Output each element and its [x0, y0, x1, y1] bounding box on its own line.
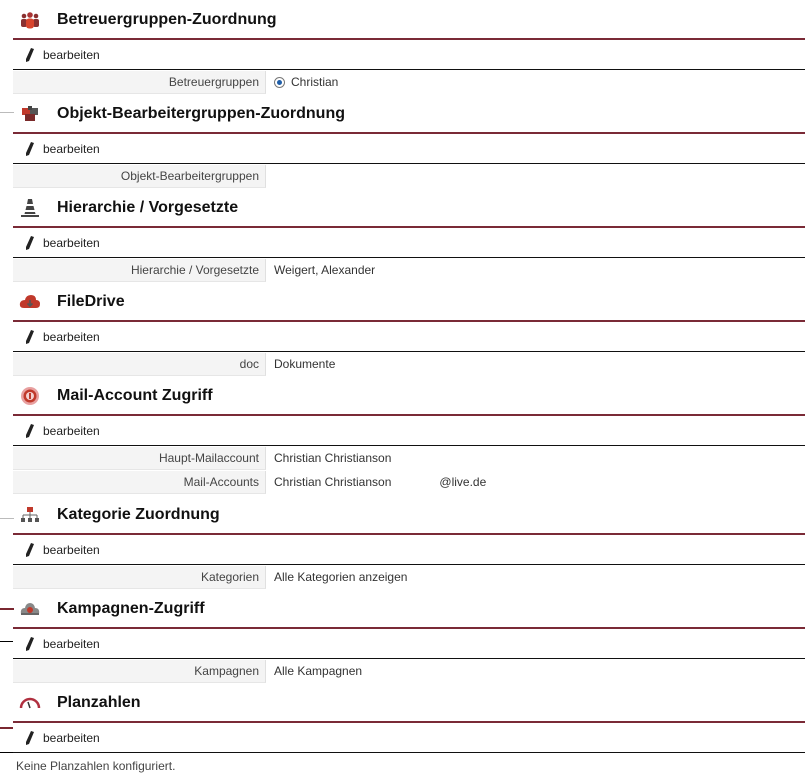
field-value: Christian Christianson	[274, 451, 392, 465]
edit-label[interactable]: bearbeiten	[43, 47, 100, 62]
field-row	[13, 470, 805, 494]
section-header	[13, 497, 805, 535]
field-row	[13, 164, 805, 188]
section-title: Objekt-Bearbeitergruppen-Zuordnung	[57, 105, 345, 122]
side-line	[0, 641, 14, 642]
section-header	[13, 96, 805, 134]
section-header	[13, 2, 805, 40]
edit-button[interactable]	[13, 134, 805, 164]
section-title: FileDrive	[57, 293, 125, 310]
side-line	[0, 518, 14, 519]
section-header	[13, 378, 805, 416]
edit-label[interactable]: bearbeiten	[43, 730, 100, 745]
section-title: Betreuergruppen-Zuordnung	[57, 11, 277, 28]
hierarchy-cone-icon	[19, 197, 41, 219]
cloud-icon	[19, 291, 41, 313]
section-header	[13, 685, 805, 723]
section-filedrive	[13, 284, 805, 376]
field-row	[13, 565, 805, 589]
field-value	[266, 475, 486, 489]
field-value: Alle Kategorien anzeigen	[274, 570, 408, 584]
edit-button[interactable]	[13, 723, 805, 753]
field-label: Haupt-Mailaccount	[13, 447, 266, 470]
field-label: Betreuergruppen	[13, 71, 266, 94]
pencil-icon	[25, 48, 35, 62]
side-line	[0, 727, 14, 729]
side-line	[0, 112, 14, 113]
field-row	[13, 258, 805, 282]
value-extra: @live.de	[439, 475, 487, 489]
section-hierarchie	[13, 190, 805, 282]
section-objekt-bearbeitergruppen	[13, 96, 805, 188]
edit-button[interactable]	[13, 228, 805, 258]
object-group-icon	[19, 103, 41, 125]
field-row	[13, 446, 805, 470]
field-label: Kategorien	[13, 566, 266, 589]
side-line	[0, 752, 14, 753]
pencil-icon	[25, 543, 35, 557]
section-title: Planzahlen	[57, 694, 141, 711]
section-title: Kategorie Zuordnung	[57, 506, 220, 523]
edit-label[interactable]: bearbeiten	[43, 636, 100, 651]
section-kategorie	[13, 497, 805, 589]
edit-label[interactable]: bearbeiten	[43, 141, 100, 156]
field-label: Mail-Accounts	[13, 471, 266, 494]
value-text: Christian	[291, 75, 339, 89]
pencil-icon	[25, 142, 35, 156]
section-header	[13, 591, 805, 629]
edit-label[interactable]: bearbeiten	[43, 235, 100, 250]
edit-label[interactable]: bearbeiten	[43, 542, 100, 557]
field-value: Alle Kampagnen	[274, 664, 363, 678]
field-row	[13, 70, 805, 94]
edit-label[interactable]: bearbeiten	[43, 329, 100, 344]
edit-button[interactable]	[13, 416, 805, 446]
value-text: Christian Christianson	[274, 475, 392, 489]
edit-button[interactable]	[13, 629, 805, 659]
pencil-icon	[25, 330, 35, 344]
section-title: Kampagnen-Zugriff	[57, 600, 205, 617]
edit-label[interactable]: bearbeiten	[43, 423, 100, 438]
section-header	[13, 284, 805, 322]
field-value: Weigert, Alexander	[274, 263, 376, 277]
campaign-icon	[19, 598, 41, 620]
field-label: Objekt-Bearbeitergruppen	[13, 165, 266, 188]
mail-at-icon	[19, 385, 41, 407]
gauge-icon	[19, 692, 41, 714]
section-kampagnen	[13, 591, 805, 683]
section-mail-account	[13, 378, 805, 494]
section-title: Mail-Account Zugriff	[57, 387, 213, 404]
radio-selected-icon[interactable]	[274, 77, 285, 88]
section-planzahlen	[13, 685, 805, 773]
users-group-icon	[19, 9, 41, 31]
pencil-icon	[25, 637, 35, 651]
section-header	[13, 190, 805, 228]
field-label: doc	[13, 353, 266, 376]
field-label: Hierarchie / Vorgesetzte	[13, 259, 266, 282]
field-row	[13, 659, 805, 683]
pencil-icon	[25, 424, 35, 438]
field-value	[266, 75, 338, 89]
side-line	[0, 608, 14, 610]
category-tree-icon	[19, 504, 41, 526]
edit-button[interactable]	[13, 40, 805, 70]
edit-button[interactable]	[13, 535, 805, 565]
empty-note: Keine Planzahlen konfiguriert.	[16, 759, 176, 773]
field-row	[13, 352, 805, 376]
field-label: Kampagnen	[13, 660, 266, 683]
pencil-icon	[25, 731, 35, 745]
section-betreuergruppen	[13, 2, 805, 94]
pencil-icon	[25, 236, 35, 250]
edit-button[interactable]	[13, 322, 805, 352]
field-value: Dokumente	[274, 357, 336, 371]
section-title: Hierarchie / Vorgesetzte	[57, 199, 239, 216]
